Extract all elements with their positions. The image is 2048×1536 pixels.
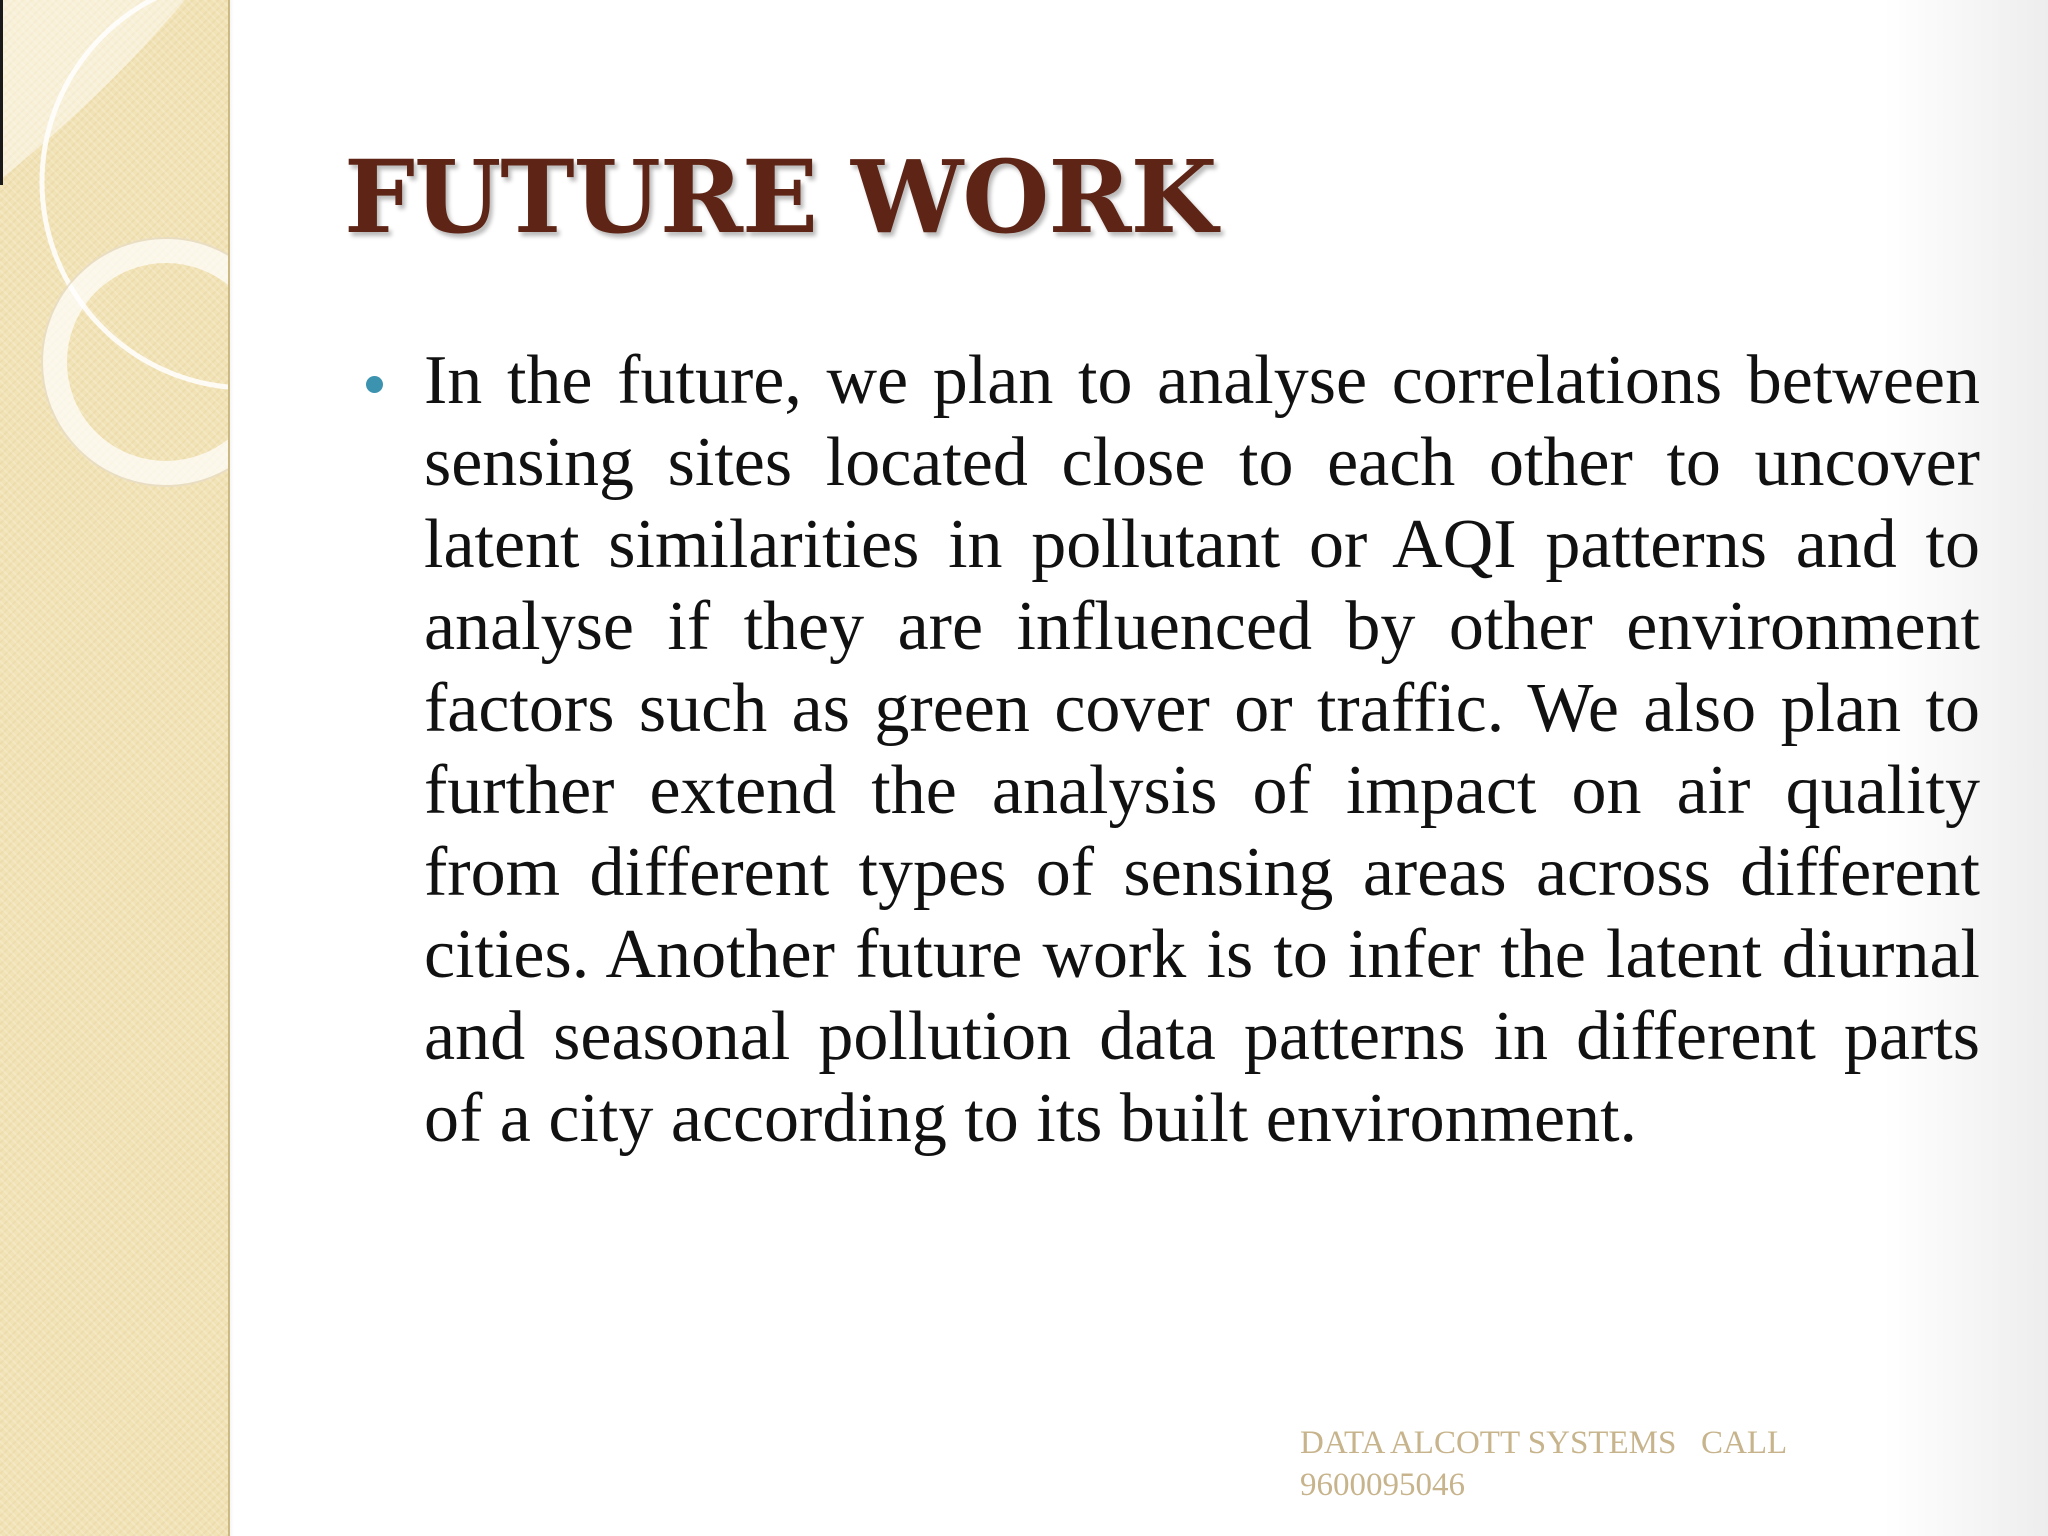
bullet-item xyxy=(360,340,1980,1160)
corner-edge xyxy=(0,0,3,185)
decorative-sidebar xyxy=(0,0,230,1536)
decorative-rings-icon xyxy=(0,0,228,520)
footer-credit xyxy=(1300,1422,1860,1506)
slide-title: FUTURE WORK xyxy=(344,138,1217,256)
sidebar-shadow xyxy=(228,0,234,1536)
bullet-dot-icon xyxy=(366,376,383,393)
footer-line-2: 9600095046 xyxy=(1300,1467,1465,1503)
slide-content xyxy=(360,340,1980,1160)
bullet-text: In the future, we plan to analyse correlations between sensing sites located close to each other to uncover latent similarities in pollutant or AQI patterns and to analyse if they are influenced by other environment factors such as green cover or traffic. We also plan to further extend the analysis of impact on air quality from different types of sensing areas across different cities. Another future work is to infer the latent diurnal and seasonal pollution data patterns in different parts of a city according to its built environment. xyxy=(424,342,1980,1157)
footer-line-1: DATA ALCOTT SYSTEMS CALL xyxy=(1300,1425,1788,1461)
